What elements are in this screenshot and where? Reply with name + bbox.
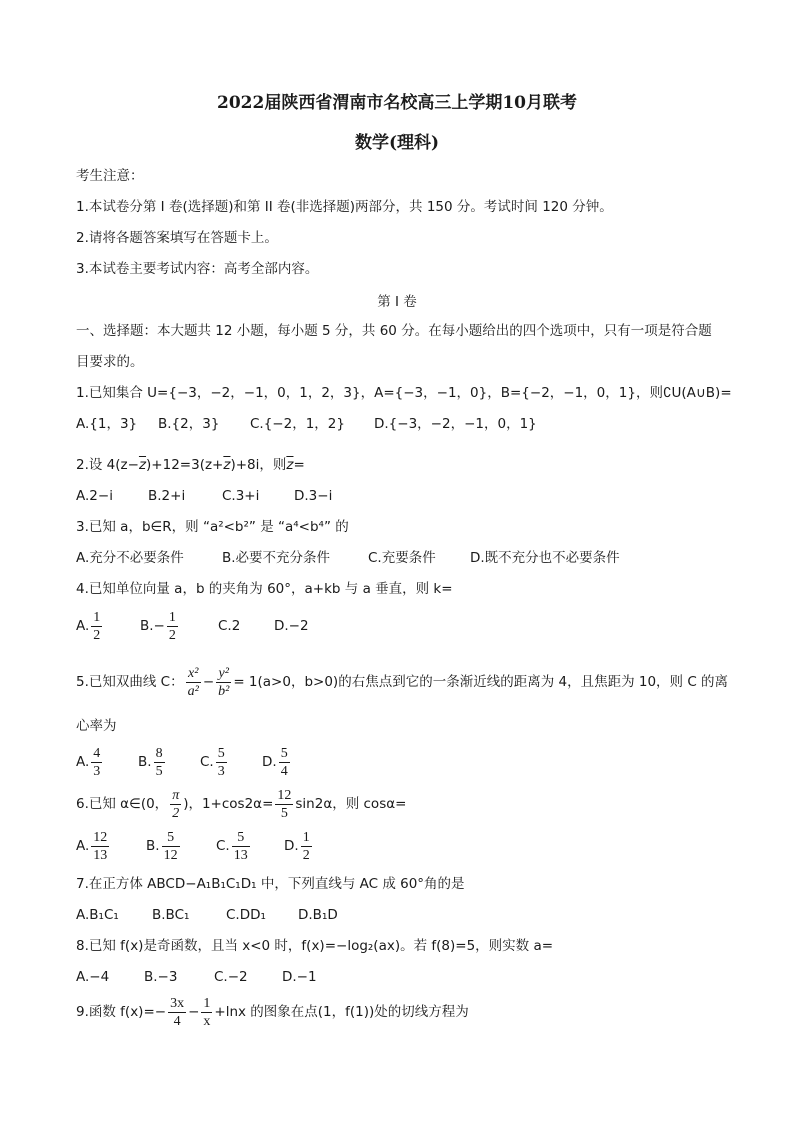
z-conjugate: $\overline{z}$ (223, 457, 231, 473)
option-b: B.必要不充分条件 (222, 550, 331, 566)
option-a: A.−4 (76, 969, 110, 985)
option-a: A.B₁C₁ (76, 907, 119, 923)
option-d: D.3−i (294, 488, 333, 504)
question-1-stem: 1.已知集合 U={−3，−2，−1，0，1，2，3}，A={−3，−1，0}，B={−2，−1，0，1}，则∁U(A∪B)= (76, 385, 732, 401)
option-b: B.BC₁ (152, 907, 190, 923)
question-9-stem: 9.函数 f(x)=− $\frac{3x}{4}$ − $\frac{1}{x}$ +lnx 的图象在点(1，f(1))处的切线方程为 (76, 995, 469, 1029)
z-conjugate: $\overline{z}$ (286, 457, 294, 473)
option-d: D.{−3，−2，−1，0，1} (374, 416, 537, 432)
notice-item: 3.本试卷主要考试内容：高考全部内容。 (76, 261, 319, 277)
option-a: A. $\frac{1}{2}$ (76, 609, 101, 643)
exam-title: 2022届陕西省渭南市名校高三上学期10月联考 (217, 93, 577, 113)
option-a: A. $\frac{12}{13}$ (76, 829, 108, 863)
option-b: B.− $\frac{1}{2}$ (140, 609, 176, 643)
option-a: A.充分不必要条件 (76, 550, 184, 566)
exam-subtitle: 数学(理科) (354, 133, 440, 153)
section-instruction-cont: 目要求的。 (76, 354, 144, 370)
question-1-options (76, 414, 734, 434)
question-8-stem: 8.已知 f(x)是奇函数，且当 x<0 时，f(x)=−log₂(ax)。若 f(8)=5，则实数 a= (76, 938, 554, 954)
option-b: B. $\frac{5}{12}$ (146, 829, 178, 863)
question-3-stem: 3.已知 a，b∈R，则 “a²<b²” 是 “a⁴<b⁴” 的 (76, 519, 349, 535)
question-6-stem: 6.已知 α∈(0， $\frac{\pi}{2}$ )，1+cos2α= $\frac{12}{5}$ sin2α，则 cosα= (76, 787, 407, 821)
option-d: D.−2 (274, 618, 309, 634)
notice-item: 2.请将各题答案填写在答题卡上。 (76, 230, 278, 246)
question-5-stem-cont: 心率为 (76, 718, 117, 734)
part-label: 第 I 卷 (377, 294, 417, 310)
option-a: A. $\frac{4}{3}$ (76, 745, 101, 779)
option-d: D.−1 (282, 969, 317, 985)
z-conjugate: $\overline{z}$ (138, 457, 147, 473)
option-c: C.−2 (214, 969, 248, 985)
question-5-options (76, 742, 734, 782)
option-a: A.2−i (76, 488, 113, 504)
question-7-stem: 7.在正方体 ABCD−A₁B₁C₁D₁ 中，下列直线与 AC 成 60°角的是 (76, 876, 465, 892)
option-d: D. $\frac{5}{4}$ (262, 745, 288, 779)
notice-item: 1.本试卷分第 I 卷(选择题)和第 II 卷(非选择题)两部分，共 150 分。考试时间 120 分钟。 (76, 199, 613, 215)
option-c: C.2 (218, 618, 241, 634)
question-4-stem: 4.已知单位向量 a，b 的夹角为 60°，a+kb 与 a 垂直，则 k= (76, 581, 453, 597)
question-8-options (76, 967, 734, 987)
question-2-stem: 2.设 $4(z-\overline{z})+12=3(z+\overline{z})+8i$，则$\overline{z}=$ (76, 457, 305, 473)
notice-heading: 考生注意： (76, 168, 144, 184)
option-c: C.充要条件 (368, 550, 436, 566)
option-c: C.{−2，1，2} (250, 416, 345, 432)
question-6-options (76, 826, 734, 866)
option-b: B.{2，3} (158, 416, 220, 432)
option-b: B.2+i (148, 488, 186, 504)
question-5-stem: 5.已知双曲线 C： $\frac{\text{x²}}{\text{a²}}$ − $\frac{\text{y²}}{\text{b²}}$ = 1(a>0，b>0)的右焦点到它的一条渐近线的距离为 4，且焦距为 10，则 C 的离 (76, 665, 729, 699)
question-4-options (76, 606, 734, 646)
option-c: C. $\frac{5}{3}$ (200, 745, 225, 779)
option-b: B.−3 (144, 969, 178, 985)
section-instruction: 一、选择题：本大题共 12 小题，每小题 5 分，共 60 分。在每小题给出的四个选项中，只有一项是符合题 (76, 323, 712, 339)
option-c: C.3+i (222, 488, 260, 504)
option-c: C. $\frac{5}{13}$ (216, 829, 248, 863)
option-a: A.{1，3} (76, 416, 138, 432)
option-c: C.DD₁ (226, 907, 266, 923)
question-3-options (76, 548, 734, 568)
question-2-options (76, 486, 734, 506)
option-d: D.B₁D (298, 907, 338, 923)
option-d: D.既不充分也不必要条件 (470, 550, 620, 566)
option-b: B. $\frac{8}{5}$ (138, 745, 163, 779)
question-7-options (76, 905, 734, 925)
option-d: D. $\frac{1}{2}$ (284, 829, 310, 863)
